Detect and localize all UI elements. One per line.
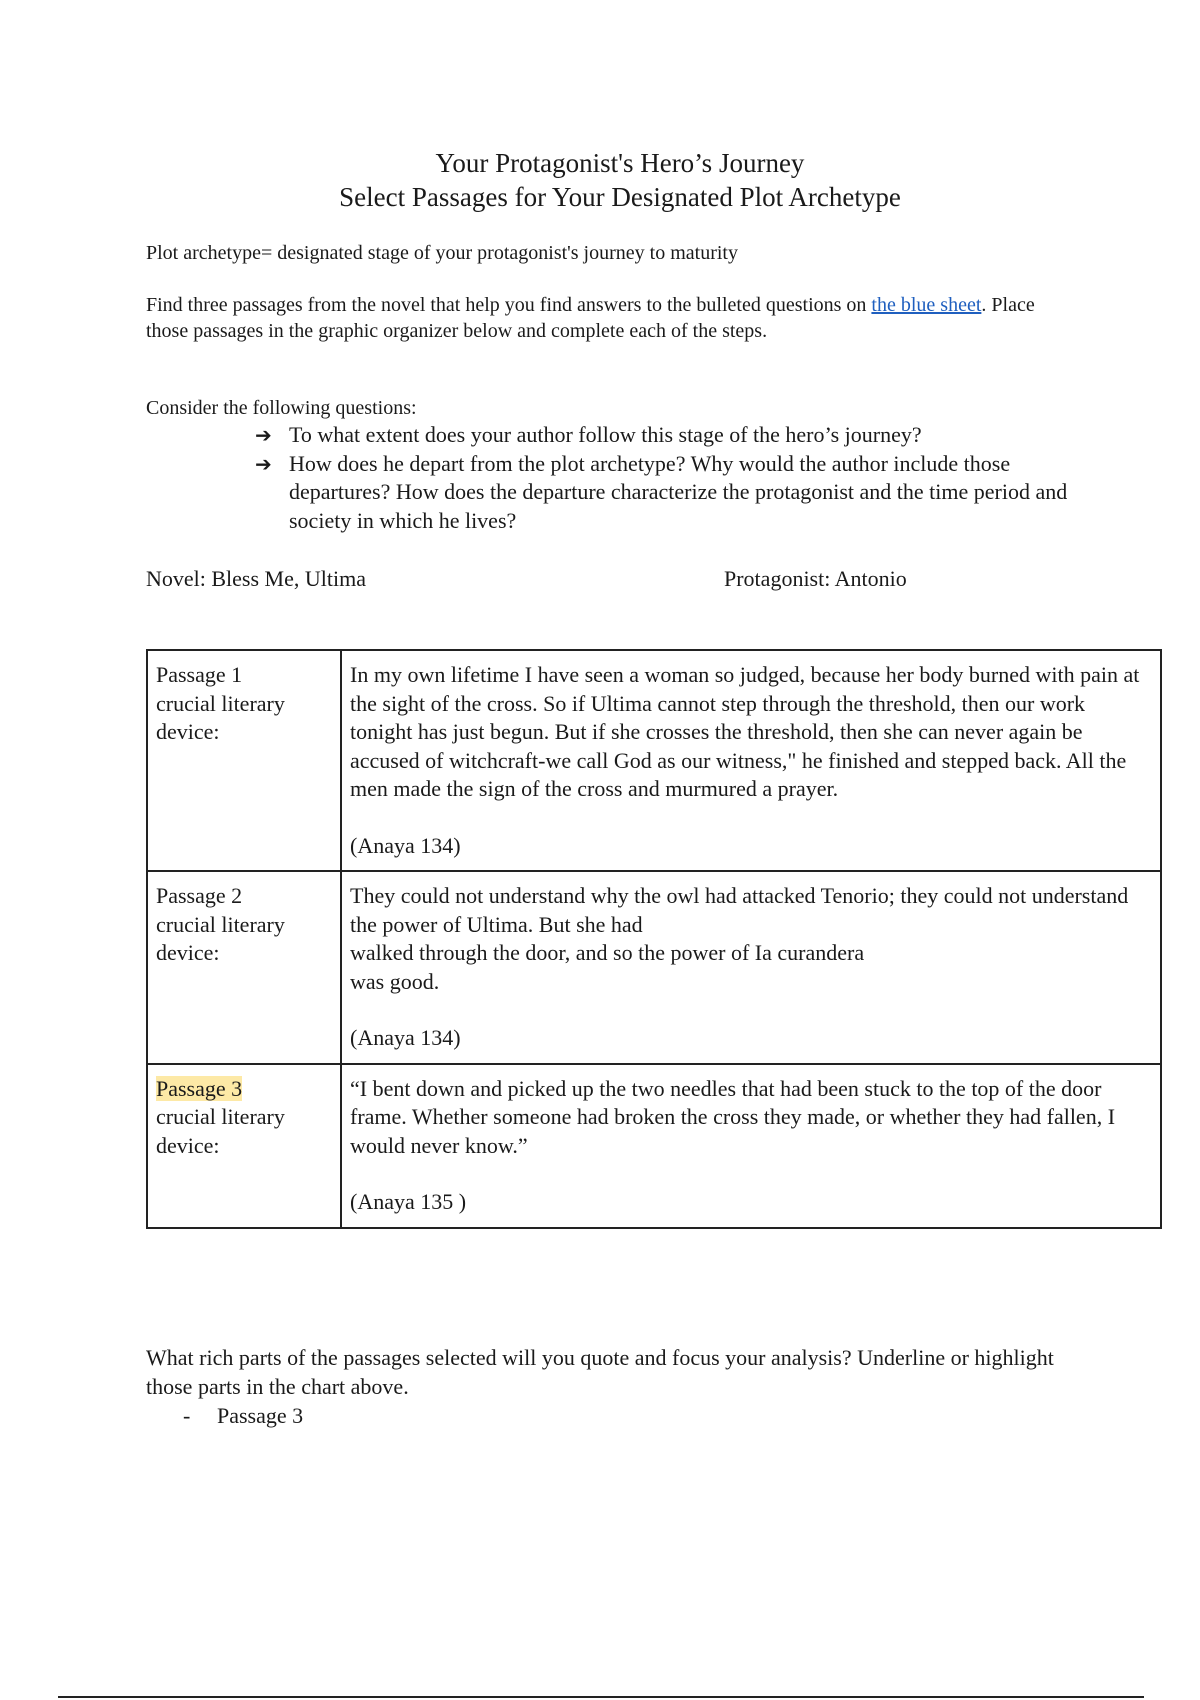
page-bottom-rule [58,1696,1144,1698]
document-subtitle: Select Passages for Your Designated Plot Archetype [339,182,901,212]
instructions-suffix: . Place those passages in the graphic organizer below and complete each of the steps. [146,294,1035,342]
passage-label-cell [147,650,341,871]
passage-device-label: crucial literary device: [156,911,285,965]
document-title: Your Protagonist's Hero’s Journey [435,148,805,178]
list-item-text: Passage 3 [217,1403,304,1428]
question-list [255,421,1085,535]
passage-text-cell [341,871,1161,1064]
question-item [255,450,1085,536]
passage-text: “I bent down and picked up the two needles that had been stuck to the top of the door frame. Whether someone had broken the cross they made, or whether they had fallen, I would never know.” [350,1075,1116,1158]
blue-sheet-link[interactable]: the blue sheet [871,294,982,316]
passage-device-label: crucial literary device: [156,1104,285,1158]
dash-bullet: - [183,1403,191,1428]
passage-device-label: crucial literary device: [156,690,285,744]
archetype-definition: Plot archetype= designated stage of your protagonist's journey to maturity [146,242,738,264]
passage-text-line: They could not understand why the owl had attacked Tenorio; they could not understand the power of Ultima. But she had [350,883,1129,937]
passage-citation: (Anaya 134) [350,832,461,858]
passage-text: In my own lifetime I have seen a woman so judged, because her body burned with pain at the sight of the cross. So if Ultima cannot step through the threshold, then our work tonight has just begun. But if she crosses the threshold, then she can never again be accused of witchcraft-we call God as our witness," he finished and stepped back. All the men made the sign of the cross and murmured a prayer. [350,662,1140,801]
passages-organizer-table [146,649,1162,1229]
passage-label-cell [147,871,341,1064]
question-text: To what extent does your author follow this stage of the hero’s journey? [289,422,922,447]
table-row [147,871,1161,1064]
instructions-paragraph [146,292,1066,344]
passage-title: Passage 1 [156,662,243,687]
passage-text-cell [341,1064,1161,1228]
passage-text-line: was good. [350,968,440,994]
protagonist-label: Protagonist: Antonio [724,566,907,591]
table-row [147,650,1161,871]
passage-title-highlighted: Passage 3 [156,1075,243,1101]
passage-citation: (Anaya 134) [350,1025,461,1050]
passage-label-cell [147,1064,341,1228]
analysis-question: What rich parts of the passages selected will you quote and focus your analysis? Underline or highlight those parts in the chart above. [146,1345,1054,1399]
passage-text-cell [341,650,1161,871]
arrow-icon: ➔ [255,423,272,447]
question-text: How does he depart from the plot archetype? Why would the author include those departures? How does the departure characterize the protagonist and the time period and society in which he lives? [289,450,1068,533]
list-item [183,1402,303,1430]
passage-title: Passage 2 [156,883,243,908]
consider-heading: Consider the following questions: [146,397,417,419]
passage-citation: (Anaya 135 ) [350,1189,467,1214]
question-item [255,421,1085,450]
table-row [147,1064,1161,1228]
instructions-prefix: Find three passages from the novel that help you find answers to the bulleted questions on [146,294,872,316]
arrow-icon: ➔ [255,451,272,476]
passage-text-line: walked through the door, and so the power of Ia curandera [350,940,865,965]
novel-label: Novel: Bless Me, Ultima [146,566,366,591]
